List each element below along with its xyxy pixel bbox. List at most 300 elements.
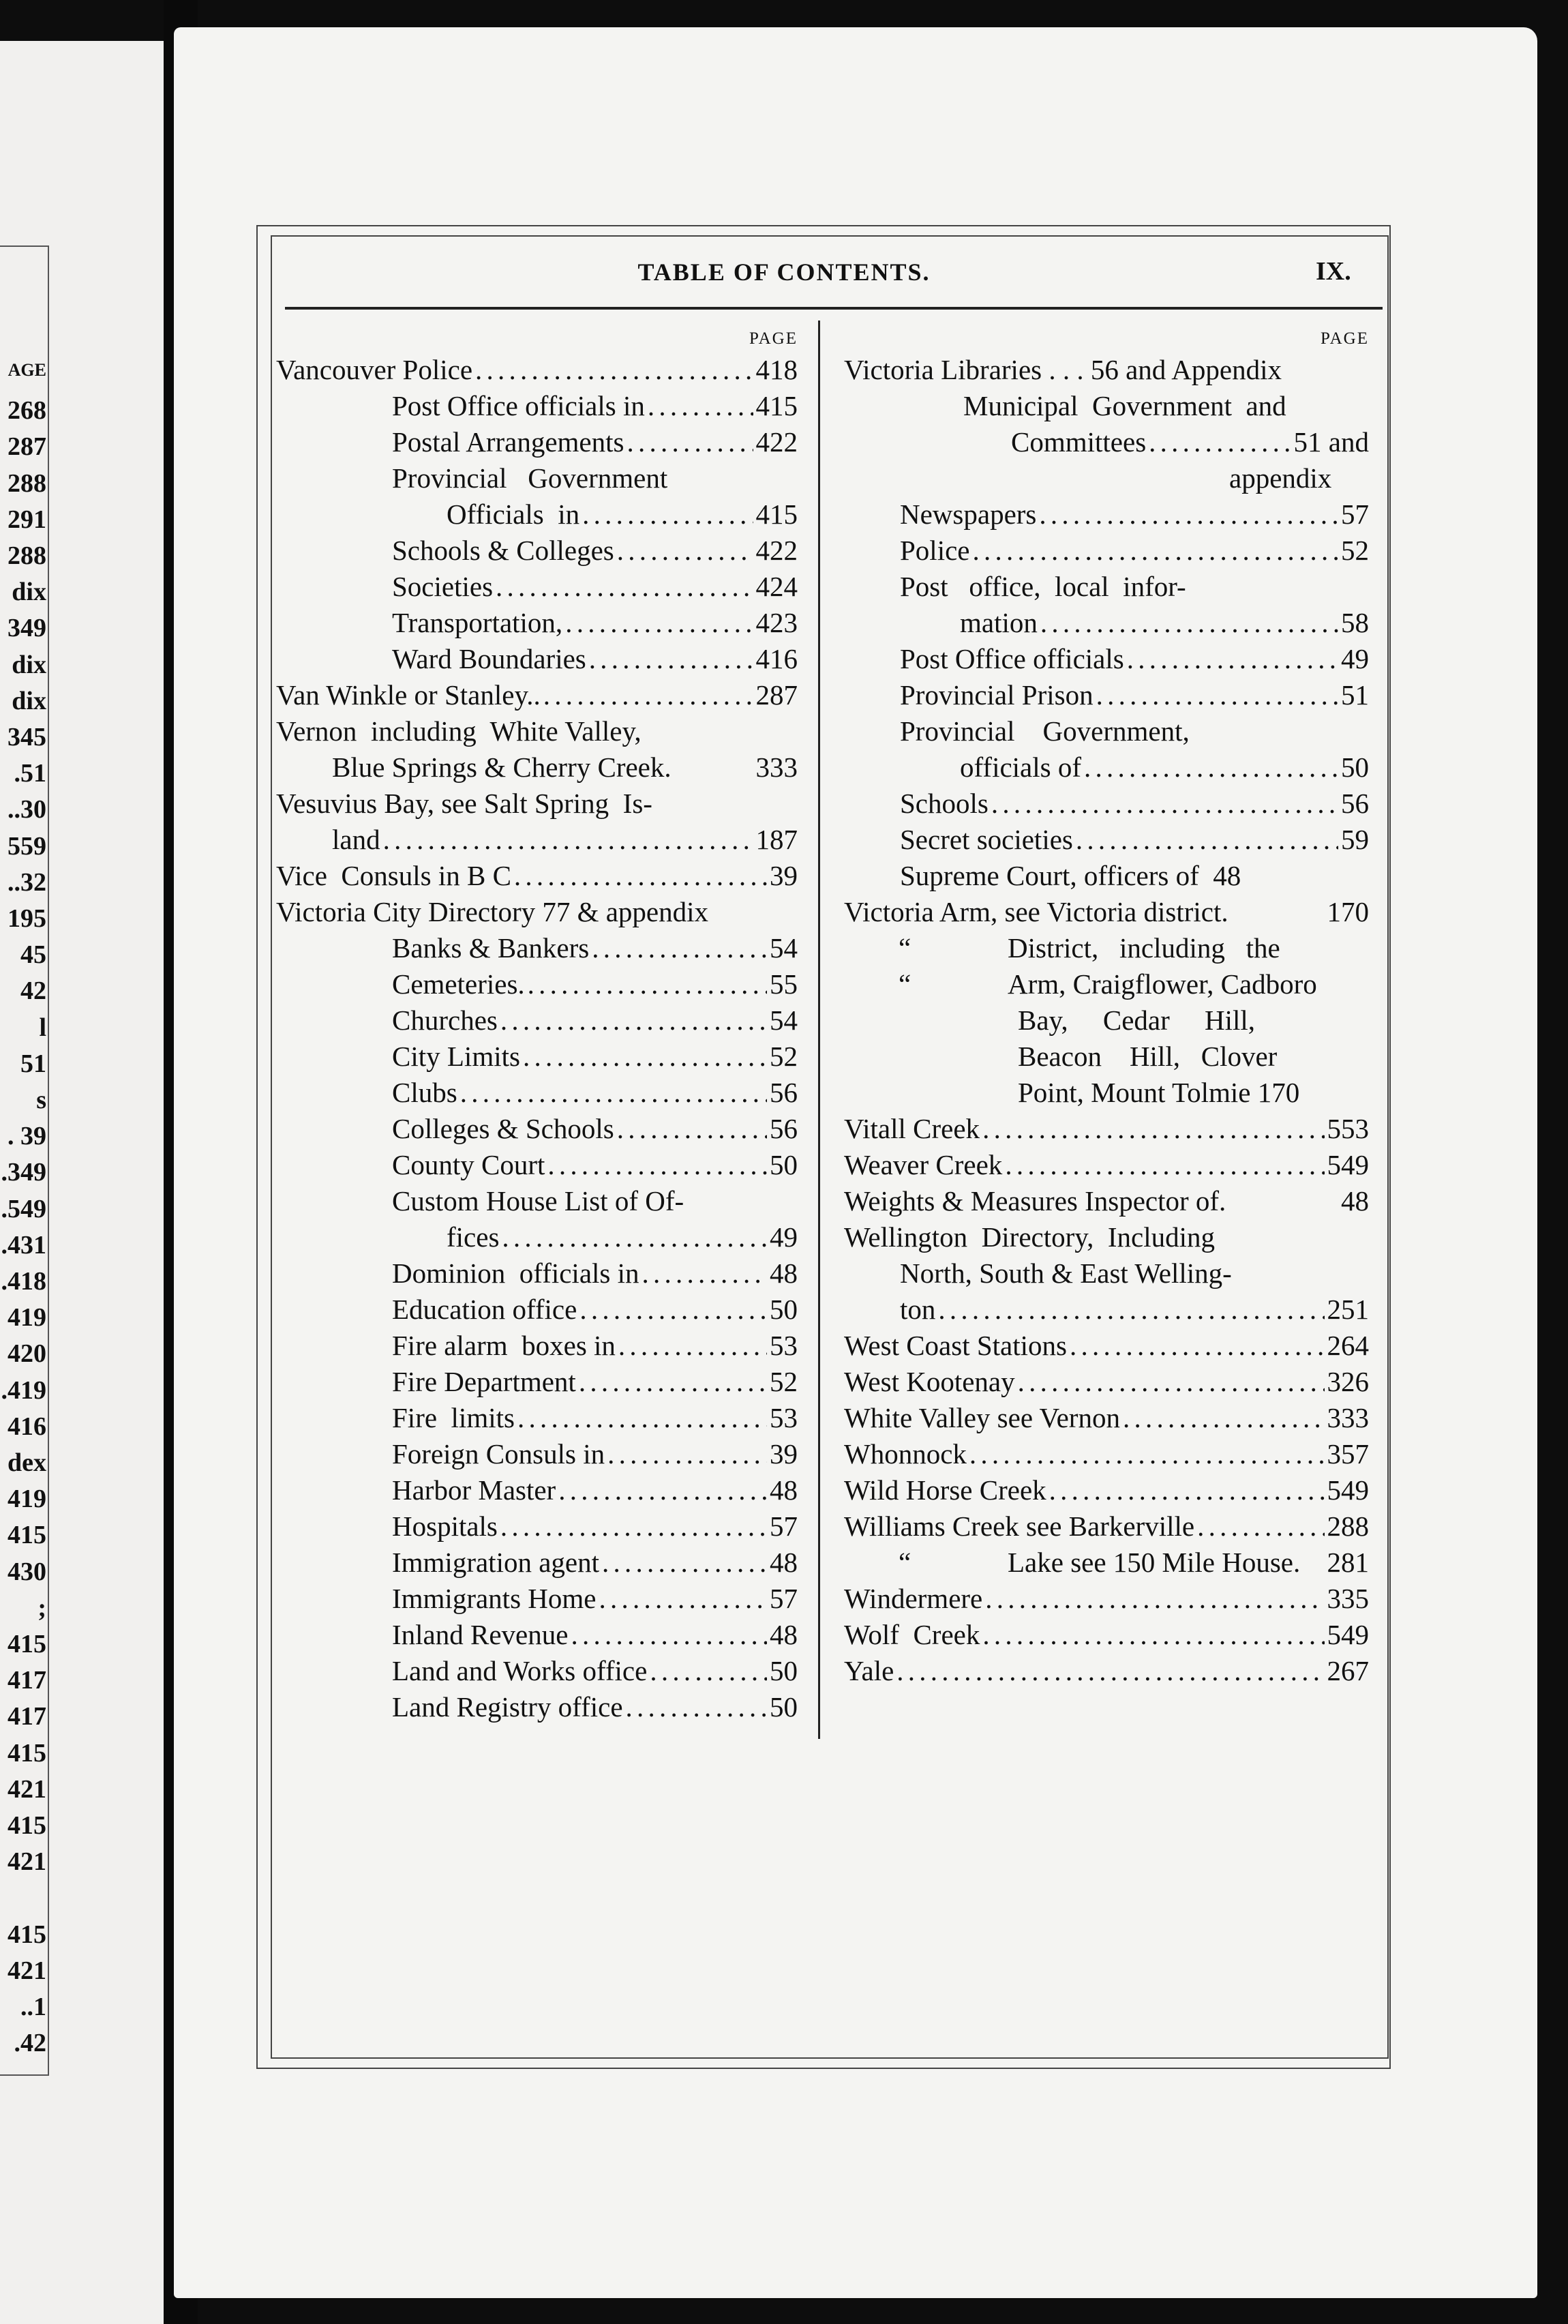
- left-column: [276, 326, 798, 1725]
- entry-text: Point, Mount Tolmie 170: [1018, 1077, 1300, 1108]
- entry-text: County Court: [392, 1149, 545, 1180]
- entry-page-number: 57: [770, 1583, 798, 1614]
- toc-entry: [844, 786, 1369, 822]
- previous-page-number: s: [36, 1086, 46, 1114]
- toc-entry: [844, 1111, 1369, 1147]
- previous-page-number: 288: [7, 468, 46, 498]
- dot-leader: [558, 1472, 767, 1508]
- previous-page-number: ..1: [20, 1993, 46, 2021]
- dot-leader: [1127, 641, 1338, 677]
- entry-page-number: 187: [755, 824, 798, 855]
- entry-page-number: 418: [755, 354, 798, 385]
- entry-text: Hospitals: [392, 1510, 498, 1542]
- toc-entry: [844, 569, 1369, 605]
- entry-text: appendix: [1229, 462, 1332, 494]
- entry-text: Arm, Craigflower, Cadboro: [1008, 968, 1317, 1000]
- entry-text: White Valley see Vernon: [844, 1402, 1120, 1433]
- entry-text: Williams Creek see Barkerville: [844, 1510, 1195, 1542]
- toc-entry: [844, 966, 1369, 1002]
- entry-page-number: 553: [1327, 1113, 1369, 1144]
- entry-text: Churches: [392, 1004, 498, 1036]
- entry-page-number: 53: [770, 1330, 798, 1361]
- toc-entry: [276, 1472, 798, 1508]
- toc-entry: [276, 1147, 798, 1183]
- toc-entry: [276, 1364, 798, 1400]
- entry-text: officials of: [960, 751, 1081, 783]
- dot-leader: [383, 822, 753, 858]
- entry-page-number: 51: [1341, 679, 1369, 711]
- entry-page-number: 50: [770, 1691, 798, 1723]
- previous-page-number: . 39: [7, 1122, 46, 1151]
- dot-leader: [543, 677, 753, 713]
- toc-entry: [276, 749, 798, 786]
- entry-page-number: 264: [1327, 1330, 1369, 1361]
- toc-entry: [844, 533, 1369, 569]
- entry-page-number: 423: [755, 607, 798, 638]
- entry-text: Foreign Consuls in: [392, 1438, 605, 1470]
- entry-text: Victoria Arm, see Victoria district.: [844, 896, 1228, 927]
- page-number: IX.: [1316, 257, 1351, 286]
- entry-text: Blue Springs & Cherry Creek.: [332, 751, 672, 783]
- toc-entry: [844, 1400, 1369, 1436]
- toc-entry: [844, 1147, 1369, 1183]
- entry-page-number: 58: [1341, 607, 1369, 638]
- entry-page-number: 416: [755, 643, 798, 674]
- entry-page-number: 48: [1341, 1185, 1369, 1217]
- entry-text: Vice Consuls in B C: [276, 860, 511, 891]
- toc-entry: [844, 1617, 1369, 1653]
- dot-leader: [982, 1111, 1324, 1147]
- toc-entry: [276, 424, 798, 460]
- entry-text: Fire Department: [392, 1366, 576, 1397]
- previous-page-number: 415: [7, 1811, 46, 1840]
- toc-entry: [844, 713, 1369, 749]
- previous-page-number: 419: [7, 1485, 46, 1514]
- toc-entry: [276, 1653, 798, 1689]
- entry-text: Van Winkle or Stanley..: [276, 679, 541, 711]
- dot-leader: [1040, 605, 1338, 641]
- entry-page-number: 50: [1341, 751, 1369, 783]
- entry-text: Yale: [844, 1655, 894, 1686]
- toc-entry: [276, 1508, 798, 1545]
- entry-page-number: 424: [755, 571, 798, 602]
- entry-page-number: 39: [770, 1438, 798, 1470]
- dot-leader: [579, 1292, 767, 1328]
- dot-leader: [1096, 677, 1338, 713]
- toc-entry: [844, 1328, 1369, 1364]
- entry-page-number: 333: [1327, 1402, 1369, 1433]
- entry-text: Cemeteries.: [392, 968, 525, 1000]
- toc-entry: [276, 822, 798, 858]
- entry-text: Lake see 150 Mile House.: [1008, 1547, 1301, 1578]
- toc-entry: [844, 1545, 1369, 1581]
- dot-leader: [517, 1400, 767, 1436]
- previous-page-number: 415: [7, 1738, 46, 1768]
- toc-entry: [844, 1002, 1369, 1039]
- dot-leader: [896, 1653, 1324, 1689]
- dot-leader: [1005, 1147, 1324, 1183]
- previous-page-number: 421: [7, 1956, 46, 1985]
- entry-page-number: 549: [1327, 1474, 1369, 1506]
- previous-page-number: 421: [7, 1847, 46, 1877]
- toc-entry: [844, 1219, 1369, 1255]
- previous-page-number: dix: [12, 578, 46, 607]
- previous-page-number: 288: [7, 541, 46, 570]
- ditto-mark: “: [899, 968, 911, 1000]
- entry-text: Dominion officials in: [392, 1257, 639, 1289]
- toc-entry: [276, 858, 798, 894]
- toc-entry: [276, 352, 798, 388]
- previous-page-number: ;: [37, 1593, 46, 1622]
- toc-entry: [844, 1255, 1369, 1292]
- toc-entry: [276, 605, 798, 641]
- previous-page-number: 417: [7, 1666, 46, 1695]
- previous-page-number: 416: [7, 1412, 46, 1441]
- entry-page-number: 415: [755, 498, 798, 530]
- dot-leader: [1018, 1364, 1325, 1400]
- toc-entry: [276, 1617, 798, 1653]
- toc-entry: [276, 1545, 798, 1581]
- previous-page-number: .51: [14, 759, 46, 788]
- entry-page-number: 281: [1327, 1547, 1369, 1578]
- previous-page-edge: [0, 41, 164, 2324]
- entry-text: Weaver Creek: [844, 1149, 1003, 1180]
- toc-entry: [844, 677, 1369, 713]
- entry-page-number: 55: [770, 968, 798, 1000]
- toc-entry: [276, 677, 798, 713]
- left-entries: [276, 352, 798, 1725]
- toc-entry: [276, 1219, 798, 1255]
- toc-entry: [844, 1183, 1369, 1219]
- entry-text: fices: [447, 1221, 500, 1253]
- entry-text: Transportation,: [392, 607, 563, 638]
- previous-page-number: l: [39, 1013, 46, 1042]
- entry-page-number: 549: [1327, 1619, 1369, 1650]
- entry-text: Societies: [392, 571, 494, 602]
- previous-page-number: 268: [7, 396, 46, 426]
- entry-page-number: 48: [770, 1257, 798, 1289]
- column-divider: [818, 321, 820, 1739]
- dot-leader: [626, 1689, 767, 1725]
- entry-text: Provincial Government: [392, 462, 668, 494]
- toc-entry: [276, 1075, 798, 1111]
- toc-entry: [276, 1255, 798, 1292]
- entry-text: Whonnock: [844, 1438, 967, 1470]
- entry-page-number: 422: [755, 535, 798, 566]
- entry-page-number: 357: [1327, 1438, 1369, 1470]
- toc-entry: [276, 1581, 798, 1617]
- entry-page-number: 52: [770, 1366, 798, 1397]
- dot-leader: [1123, 1400, 1325, 1436]
- previous-page-number: 415: [7, 1521, 46, 1550]
- previous-page-number: 420: [7, 1339, 46, 1369]
- entry-text: ton: [900, 1294, 936, 1325]
- entry-page-number: 59: [1341, 824, 1369, 855]
- entry-text: Vesuvius Bay, see Salt Spring Is-: [276, 788, 652, 819]
- previous-page-number: .419: [1, 1375, 46, 1405]
- toc-entry: [844, 424, 1369, 460]
- entry-page-number: 170: [1327, 896, 1369, 927]
- previous-page-number: 45: [20, 940, 46, 970]
- entry-text: Victoria Libraries . . . 56 and Appendix: [844, 354, 1282, 385]
- entry-page-number: 56: [770, 1113, 798, 1144]
- dot-leader: [547, 1147, 767, 1183]
- dot-leader: [618, 1328, 767, 1364]
- toc-entry: [844, 858, 1369, 894]
- previous-page-number: 51: [20, 1049, 46, 1078]
- toc-entry: [844, 1075, 1369, 1111]
- entry-page-number: 251: [1327, 1294, 1369, 1325]
- entry-text: Schools: [900, 788, 989, 819]
- dot-leader: [500, 1002, 767, 1039]
- entry-text: Committees: [1011, 426, 1147, 458]
- previous-page-number: 415: [7, 1630, 46, 1658]
- toc-entry: [844, 930, 1369, 966]
- entry-page-number: 39: [770, 860, 798, 891]
- page-title: TABLE OF CONTENTS.: [637, 258, 931, 286]
- entry-text: Ward Boundaries: [392, 643, 586, 674]
- entry-text: Harbor Master: [392, 1474, 556, 1506]
- toc-entry: [276, 388, 798, 424]
- toc-entry: [276, 1400, 798, 1436]
- toc-entry: [844, 460, 1369, 496]
- entry-page-number: 52: [770, 1041, 798, 1072]
- entry-text: Wild Horse Creek: [844, 1474, 1046, 1506]
- toc-entry: [276, 1689, 798, 1725]
- entry-text: Custom House List of Of-: [392, 1185, 684, 1217]
- toc-entry: [276, 1183, 798, 1219]
- entry-text: Fire alarm boxes in: [392, 1330, 616, 1361]
- ditto-mark: “: [899, 932, 911, 964]
- previous-page-number: 345: [7, 723, 46, 751]
- entry-text: West Coast Stations: [844, 1330, 1067, 1361]
- previous-page-number: .418: [1, 1267, 46, 1296]
- dot-leader: [650, 1653, 767, 1689]
- toc-entry: [844, 1364, 1369, 1400]
- entry-page-number: 57: [1341, 498, 1369, 530]
- toc-entry: [844, 822, 1369, 858]
- dot-leader: [972, 533, 1338, 569]
- entry-text: Secret societies: [900, 824, 1073, 855]
- toc-entry: [844, 1472, 1369, 1508]
- entry-text: Newspapers: [900, 498, 1037, 530]
- toc-entry: [844, 388, 1369, 424]
- dot-leader: [523, 1039, 767, 1075]
- entry-text: Windermere: [844, 1583, 983, 1614]
- dot-leader: [1070, 1328, 1325, 1364]
- previous-page-number: 287: [7, 432, 46, 462]
- toc-entry: [276, 930, 798, 966]
- previous-page-number: .42: [14, 2029, 46, 2058]
- entry-text: mation: [960, 607, 1038, 638]
- toc-entry: [844, 605, 1369, 641]
- dot-leader: [607, 1436, 767, 1472]
- entry-text: land: [332, 824, 380, 855]
- toc-entry: [276, 1111, 798, 1147]
- entry-text: Provincial Government,: [900, 715, 1190, 747]
- dot-leader: [565, 605, 753, 641]
- entry-text: Beacon Hill, Clover: [1018, 1041, 1278, 1072]
- entry-text: Clubs: [392, 1077, 457, 1108]
- dot-leader: [982, 1617, 1324, 1653]
- dot-leader: [1049, 1472, 1325, 1508]
- dot-leader: [602, 1545, 767, 1581]
- toc-entry: [276, 460, 798, 496]
- dot-leader: [1149, 424, 1291, 460]
- toc-entry: [276, 569, 798, 605]
- toc-entry: [276, 1328, 798, 1364]
- previous-page-number: .349: [1, 1158, 46, 1187]
- previous-page-number: 349: [7, 614, 46, 643]
- entry-text: District, including the: [1008, 932, 1280, 964]
- dot-leader: [571, 1617, 767, 1653]
- entry-text: Colleges & Schools: [392, 1113, 614, 1144]
- dot-leader: [617, 1111, 767, 1147]
- entry-page-number: 267: [1327, 1655, 1369, 1686]
- entry-text: Immigrants Home: [392, 1583, 597, 1614]
- entry-page-number: 49: [1341, 643, 1369, 674]
- previous-page-number: AGE: [7, 360, 46, 380]
- entry-text: Wellington Directory, Including: [844, 1221, 1215, 1253]
- entry-text: Weights & Measures Inspector of.: [844, 1185, 1226, 1217]
- entry-page-number: 49: [770, 1221, 798, 1253]
- entry-page-number: 48: [770, 1619, 798, 1650]
- entry-text: Inland Revenue: [392, 1619, 569, 1650]
- dot-leader: [1084, 749, 1338, 786]
- entry-text: Police: [900, 535, 970, 566]
- entry-text: Postal Arrangements: [392, 426, 624, 458]
- toc-entry: [844, 894, 1369, 930]
- entry-text: Supreme Court, officers of 48: [900, 860, 1241, 891]
- entry-text: Land Registry office: [392, 1691, 623, 1723]
- previous-page-number: .549: [1, 1194, 46, 1223]
- toc-entry: [844, 1436, 1369, 1472]
- previous-page-number: 559: [7, 831, 46, 861]
- right-entries: [844, 352, 1369, 1689]
- entry-text: Schools & Colleges: [392, 535, 614, 566]
- toc-entry: [276, 1436, 798, 1472]
- dot-leader: [582, 496, 753, 533]
- entry-text: Banks & Bankers: [392, 932, 590, 964]
- dot-leader: [475, 352, 753, 388]
- dot-leader: [500, 1508, 767, 1545]
- dot-leader: [617, 533, 753, 569]
- entry-page-number: 53: [770, 1402, 798, 1433]
- entry-text: Immigration agent: [392, 1547, 599, 1578]
- entry-page-number: 52: [1341, 535, 1369, 566]
- right-column: [844, 326, 1369, 1689]
- entry-text: Post office, local infor-: [900, 571, 1186, 602]
- dot-leader: [579, 1364, 767, 1400]
- entry-text: Fire limits: [392, 1402, 515, 1433]
- dot-leader: [1039, 496, 1338, 533]
- dot-leader: [514, 858, 767, 894]
- dot-leader: [991, 786, 1338, 822]
- entry-text: West Kootenay: [844, 1366, 1015, 1397]
- entry-page-number: 288: [1327, 1510, 1369, 1542]
- previous-page-number: 417: [7, 1702, 46, 1731]
- entry-text: Victoria City Directory 77 & appendix: [276, 896, 709, 927]
- previous-page-number: dex: [7, 1448, 46, 1477]
- entry-page-number: 287: [755, 679, 798, 711]
- dot-leader: [648, 388, 753, 424]
- entry-text: City Limits: [392, 1041, 520, 1072]
- dot-leader: [642, 1255, 767, 1292]
- toc-entry: [844, 1508, 1369, 1545]
- entry-text: Education office: [392, 1294, 577, 1325]
- entry-page-number: 54: [770, 1004, 798, 1036]
- previous-page-number: dix: [12, 686, 46, 715]
- dot-leader: [496, 569, 753, 605]
- entry-text: Vitall Creek: [844, 1113, 980, 1144]
- entry-page-number: 333: [755, 751, 798, 783]
- entry-page-number: 56: [1341, 788, 1369, 819]
- toc-entry: [276, 1292, 798, 1328]
- toc-entry: [844, 1653, 1369, 1689]
- dot-leader: [627, 424, 753, 460]
- entry-text: Wolf Creek: [844, 1619, 980, 1650]
- entry-page-number: 549: [1327, 1149, 1369, 1180]
- entry-text: Bay, Cedar Hill,: [1018, 1004, 1256, 1036]
- entry-text: North, South & East Welling-: [900, 1257, 1232, 1289]
- toc-entry: [844, 1581, 1369, 1617]
- entry-text: Post Office officials: [900, 643, 1124, 674]
- toc-entry: [276, 786, 798, 822]
- dot-leader: [528, 966, 767, 1002]
- dot-leader: [599, 1581, 767, 1617]
- entry-page-number: 50: [770, 1655, 798, 1686]
- entry-page-number: 335: [1327, 1583, 1369, 1614]
- dot-leader: [938, 1292, 1324, 1328]
- previous-page-number: 415: [7, 1920, 46, 1949]
- entry-text: Municipal Government and: [963, 390, 1286, 421]
- dot-leader: [1197, 1508, 1324, 1545]
- previous-page-number: .431: [1, 1230, 46, 1260]
- entry-page-number: 48: [770, 1474, 798, 1506]
- toc-entry: [276, 533, 798, 569]
- previous-page-number: 430: [7, 1557, 46, 1586]
- entry-text: Vernon including White Valley,: [276, 715, 642, 747]
- entry-text: Post Office officials in: [392, 390, 645, 421]
- toc-entry: [844, 749, 1369, 786]
- entry-page-number: 50: [770, 1294, 798, 1325]
- toc-entry: [276, 966, 798, 1002]
- toc-entry: [276, 1002, 798, 1039]
- page-column-label: PAGE: [749, 329, 798, 348]
- entry-page-number: 415: [755, 390, 798, 421]
- toc-entry: [844, 496, 1369, 533]
- dot-leader: [592, 930, 767, 966]
- dot-leader: [985, 1581, 1324, 1617]
- toc-entry: [276, 1039, 798, 1075]
- header-rule: [285, 307, 1383, 310]
- entry-text: Provincial Prison: [900, 679, 1094, 711]
- previous-page-number: ..32: [7, 867, 46, 897]
- previous-page-number: 419: [7, 1303, 46, 1332]
- entry-page-number: 56: [770, 1077, 798, 1108]
- dot-leader: [589, 641, 753, 677]
- toc-entry: [276, 894, 798, 930]
- dot-leader: [1076, 822, 1338, 858]
- toc-entry: [844, 641, 1369, 677]
- toc-entry: [844, 1292, 1369, 1328]
- entry-text: Land and Works office: [392, 1655, 648, 1686]
- toc-entry: [276, 496, 798, 533]
- entry-page-number: 51 and: [1293, 426, 1369, 458]
- previous-page-number: dix: [12, 650, 46, 679]
- entry-page-number: 326: [1327, 1366, 1369, 1397]
- previous-page-number: 421: [7, 1774, 46, 1804]
